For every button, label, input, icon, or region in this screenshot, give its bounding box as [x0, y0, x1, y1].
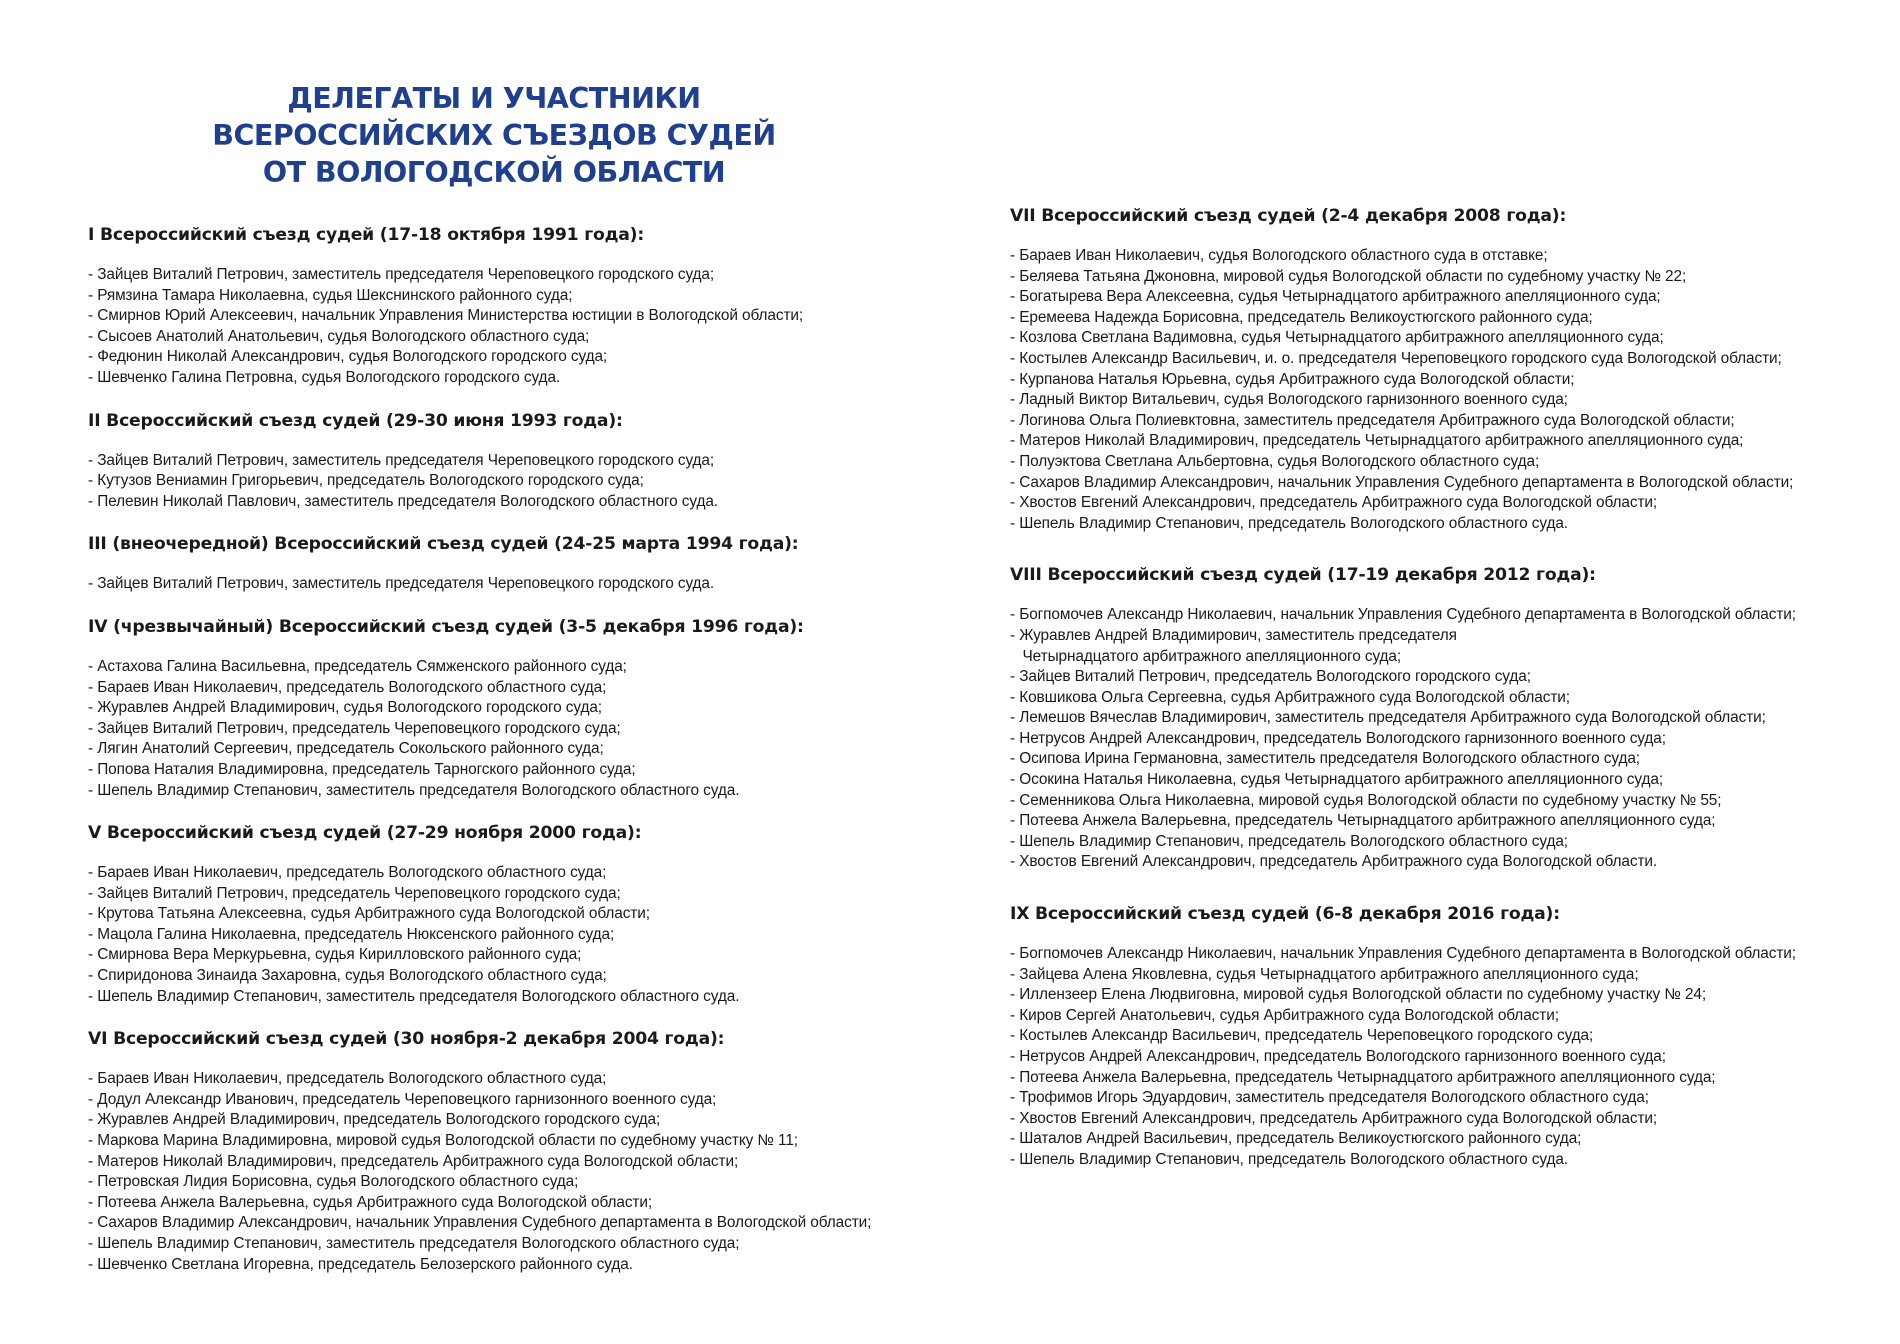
congress-section [88, 822, 988, 1007]
delegate-entry: - Лягин Анатолий Сергеевич, председатель Сокольского районного суда; [88, 740, 604, 758]
delegate-entry: - Шепель Владимир Степанович, заместитель председателя Вологодского областного суда. [88, 781, 740, 799]
delegate-entry: - Бараев Иван Николаевич, председатель Вологодского областного суда; [88, 678, 607, 696]
delegate-entry: - Курпанова Наталья Юрьевна, судья Арбитражного суда Вологодской области; [1010, 370, 1575, 388]
delegate-entry: - Шепель Владимир Степанович, председатель Вологодского областного суда. [1010, 1150, 1568, 1168]
delegate-entry: - Пелевин Николай Павлович, заместитель председателя Вологодского областного суда. [88, 492, 718, 510]
delegate-entry: - Спиридонова Зинаида Захаровна, судья Вологодского областного суда; [88, 967, 607, 985]
delegate-entry: - Костылев Александр Васильевич, председатель Череповецкого городского суда; [1010, 1027, 1594, 1045]
congress-heading: VII Всероссийский съезд судей (2-4 декабря 2008 года): [1010, 206, 1567, 226]
delegate-entry: - Шепель Владимир Степанович, председатель Вологодского областного суда. [1010, 514, 1568, 532]
delegate-entry: - Иллензеер Елена Людвиговна, мировой судья Вологодской области по судебному участку № 24; [1010, 986, 1707, 1004]
congress-heading: II Всероссийский съезд судей (29-30 июня 1993 года): [88, 410, 623, 431]
delegate-entry: - Кутузов Вениамин Григорьевич, председатель Вологодского городского суда; [88, 472, 644, 490]
delegate-entry: - Беляева Татьяна Джоновна, мировой судья Вологодской области по судебному участку № 22; [1010, 267, 1687, 285]
delegate-list [1010, 605, 1890, 873]
delegate-list [88, 451, 988, 513]
delegate-entry: - Матеров Николай Владимирович, председатель Арбитражного суда Вологодской области; [88, 1152, 739, 1170]
delegate-entry: - Богпомочев Александр Николаевич, начальник Управления Судебного департамента в Вологодской области; [1010, 606, 1796, 624]
delegate-entry: - Шепель Владимир Степанович, заместитель председателя Вологодского областного суда; [88, 1235, 740, 1252]
delegate-entry: - Смирнова Вера Меркурьевна, судья Кирилловского районного суда; [88, 946, 582, 964]
delegate-entry: - Киров Сергей Анатольевич, судья Арбитражного суда Вологодской области; [1010, 1006, 1559, 1024]
delegate-entry: - Еремеева Надежда Борисовна, председатель Великоустюгского районного суда; [1010, 308, 1593, 326]
delegate-entry: Четырнадцатого арбитражного апелляционного суда; [1010, 647, 1402, 665]
delegate-entry: - Костылев Александр Васильевич, и. о. председателя Череповецкого городского суда Вологодской области; [1010, 349, 1782, 367]
left-column [88, 224, 988, 1275]
delegate-entry: - Ковшикова Ольга Сергеевна, судья Арбитражного суда Вологодской области; [1010, 688, 1570, 706]
delegate-entry: - Шаталов Андрей Васильевич, председатель Великоустюгского районного суда; [1010, 1130, 1582, 1148]
delegate-entry: - Логинова Ольга Полиевктовна, заместитель председателя Арбитражного суда Вологодской области; [1010, 411, 1735, 429]
page-title [88, 80, 900, 191]
congress-section [88, 224, 988, 389]
delegate-entry: - Федюнин Николай Александрович, судья Вологодского городского суда; [88, 348, 608, 366]
delegate-list [1010, 944, 1890, 1171]
congress-section [88, 410, 988, 513]
page-title-line-2: ВСЕРОССИЙСКИХ СЪЕЗДОВ СУДЕЙ [212, 119, 776, 152]
delegate-entry: - Лемешов Вячеслав Владимирович, заместитель председателя Арбитражного суда Вологодской области; [1010, 709, 1766, 727]
delegate-entry: - Богатырева Вера Алексеевна, судья Четырнадцатого арбитражного апелляционного суда; [1010, 288, 1661, 306]
delegate-entry: - Журавлев Андрей Владимирович, судья Вологодского городского суда; [88, 699, 602, 717]
delegate-entry: - Семенникова Ольга Николаевна, мировой судья Вологодской области по судебному участку № 55; [1010, 791, 1722, 809]
delegate-list [88, 574, 988, 595]
delegate-entry: - Богпомочев Александр Николаевич, начальник Управления Судебного департамента в Вологодской области; [1010, 945, 1796, 963]
delegate-entry: - Хвостов Евгений Александрович, председатель Арбитражного суда Вологодской области. [1010, 853, 1658, 871]
delegate-entry: - Додул Александр Иванович, председатель Череповецкого гарнизонного военного суда; [88, 1090, 717, 1108]
congress-heading: VIII Всероссийский съезд судей (17-19 декабря 2012 года): [1010, 565, 1596, 586]
delegate-entry: - Крутова Татьяна Алексеевна, судья Арбитражного суда Вологодской области; [88, 905, 650, 923]
delegate-entry: - Трофимов Игорь Эдуардович, заместитель председателя Вологодского областного суда; [1010, 1089, 1649, 1107]
congress-heading: V Всероссийский съезд судей (27-29 ноября 2000 года): [88, 823, 642, 844]
delegate-entry: - Осипова Ирина Германовна, заместитель председателя Вологодского областного суда; [1010, 750, 1640, 768]
delegate-entry: - Зайцев Виталий Петрович, заместитель председателя Череповецкого городского суда. [88, 575, 715, 593]
delegate-entry: - Зайцев Виталий Петрович, заместитель председателя Череповецкого городского суда; [88, 451, 715, 469]
delegate-entry: - Зайцев Виталий Петрович, председатель Череповецкого городского суда; [88, 719, 621, 737]
delegate-entry: - Шепель Владимир Степанович, председатель Вологодского областного суда; [1010, 832, 1568, 850]
delegate-entry: - Бараев Иван Николаевич, председатель Вологодского областного суда; [88, 864, 607, 882]
delegate-entry: - Шевченко Светлана Игоревна, председатель Белозерского районного суда. [88, 1255, 633, 1273]
delegate-list [1010, 246, 1890, 534]
delegate-list [88, 863, 988, 1007]
delegate-entry: - Шепель Владимир Степанович, заместитель председателя Вологодского областного суда. [88, 987, 740, 1005]
delegate-entry: - Нетрусов Андрей Александрович, председатель Вологодского гарнизонного военного суда; [1010, 729, 1666, 747]
delegate-entry: - Мацола Галина Николаевна, председатель Нюксенского районного суда; [88, 925, 615, 943]
delegate-entry: - Полуэктова Светлана Альбертовна, судья Вологодского областного суда; [1010, 452, 1540, 470]
delegate-entry: - Шевченко Галина Петровна, судья Вологодского городского суда. [88, 368, 561, 386]
congress-heading: III (внеочередной) Всероссийский съезд судей (24-25 марта 1994 года): [88, 534, 799, 555]
delegate-entry: - Матеров Николай Владимирович, председатель Четырнадцатого арбитражного апелляционного суда; [1010, 432, 1744, 450]
congress-heading: I Всероссийский съезд судей (17-18 октября 1991 года): [88, 225, 645, 245]
congress-section [88, 1028, 988, 1275]
congress-section [88, 533, 988, 595]
delegate-list [88, 1069, 988, 1275]
delegate-entry: - Зайцев Виталий Петрович, заместитель председателя Череповецкого городского суда; [88, 266, 715, 283]
delegate-entry: - Журавлев Андрей Владимирович, заместитель председателя [1010, 626, 1457, 644]
delegate-entry: - Нетрусов Андрей Александрович, председатель Вологодского гарнизонного военного суда; [1010, 1048, 1666, 1065]
page-title-line-3: ОТ ВОЛОГОДСКОЙ ОБЛАСТИ [262, 156, 726, 189]
delegate-entry: - Зайцев Виталий Петрович, председатель Череповецкого городского суда; [88, 884, 621, 902]
delegate-entry: - Рямзина Тамара Николаевна, судья Шекснинского районного суда; [88, 286, 573, 304]
delegate-entry: - Козлова Светлана Вадимовна, судья Четырнадцатого арбитражного апелляционного суда; [1010, 329, 1664, 347]
congress-section [1010, 903, 1890, 1171]
right-column [1010, 205, 1890, 1171]
delegate-entry: - Астахова Галина Васильевна, председатель Сямженского районного суда; [88, 657, 627, 675]
delegate-list [88, 265, 988, 389]
delegate-entry: - Смирнов Юрий Алексеевич, начальник Управления Министерства юстиции в Вологодской области; [88, 307, 804, 325]
delegate-entry: - Бараев Иван Николаевич, председатель Вологодского областного суда; [88, 1070, 607, 1088]
delegate-entry: - Зайцев Виталий Петрович, председатель Вологодского городского суда; [1010, 668, 1531, 686]
delegate-entry: - Потеева Анжела Валерьевна, председатель Четырнадцатого арбитражного апелляционного суда; [1010, 812, 1716, 830]
congress-section [1010, 564, 1890, 873]
delegate-entry: - Сысоев Анатолий Анатольевич, судья Вологодского областного суда; [88, 327, 590, 345]
delegate-entry: - Петровская Лидия Борисовна, судья Вологодского областного суда; [88, 1173, 579, 1191]
congress-heading: VI Всероссийский съезд судей (30 ноября-2 декабря 2004 года): [88, 1029, 725, 1050]
congress-section [88, 616, 988, 801]
delegate-entry: - Бараев Иван Николаевич, судья Вологодского областного суда в отставке; [1010, 247, 1548, 264]
delegate-entry: - Осокина Наталья Николаевна, судья Четырнадцатого арбитражного апелляционного суда; [1010, 771, 1663, 789]
delegate-entry: - Ладный Виктор Витальевич, судья Вологодского гарнизонного военного суда; [1010, 391, 1568, 409]
delegate-entry: - Потеева Анжела Валерьевна, председатель Четырнадцатого арбитражного апелляционного суда; [1010, 1068, 1716, 1086]
congress-heading: IV (чрезвычайный) Всероссийский съезд судей (3-5 декабря 1996 года): [88, 616, 804, 637]
delegate-entry: - Хвостов Евгений Александрович, председатель Арбитражного суда Вологодской области; [1010, 1109, 1658, 1127]
delegate-entry: - Потеева Анжела Валерьевна, судья Арбитражного суда Вологодской области; [88, 1193, 653, 1211]
delegate-entry: - Журавлев Андрей Владимирович, председатель Вологодского городского суда; [88, 1111, 661, 1129]
delegate-entry: - Попова Наталия Владимировна, председатель Тарногского районного суда; [88, 760, 636, 778]
delegate-entry: - Хвостов Евгений Александрович, председатель Арбитражного суда Вологодской области; [1010, 494, 1658, 512]
congress-heading: IX Всероссийский съезд судей (6-8 декабря 2016 года): [1010, 904, 1560, 925]
delegate-entry: - Сахаров Владимир Александрович, начальник Управления Судебного департамента в Вологодской области; [1010, 473, 1794, 491]
page-title-line-1: ДЕЛЕГАТЫ И УЧАСТНИКИ [287, 82, 701, 115]
delegate-list [88, 657, 988, 801]
congress-section [1010, 205, 1890, 534]
delegate-entry: - Сахаров Владимир Александрович, начальник Управления Судебного департамента в Вологодской области; [88, 1214, 872, 1232]
delegate-entry: - Зайцева Алена Яковлевна, судья Четырнадцатого арбитражного апелляционного суда; [1010, 965, 1639, 983]
delegate-entry: - Маркова Марина Владимировна, мировой судья Вологодской области по судебному участку № 11; [88, 1132, 798, 1150]
